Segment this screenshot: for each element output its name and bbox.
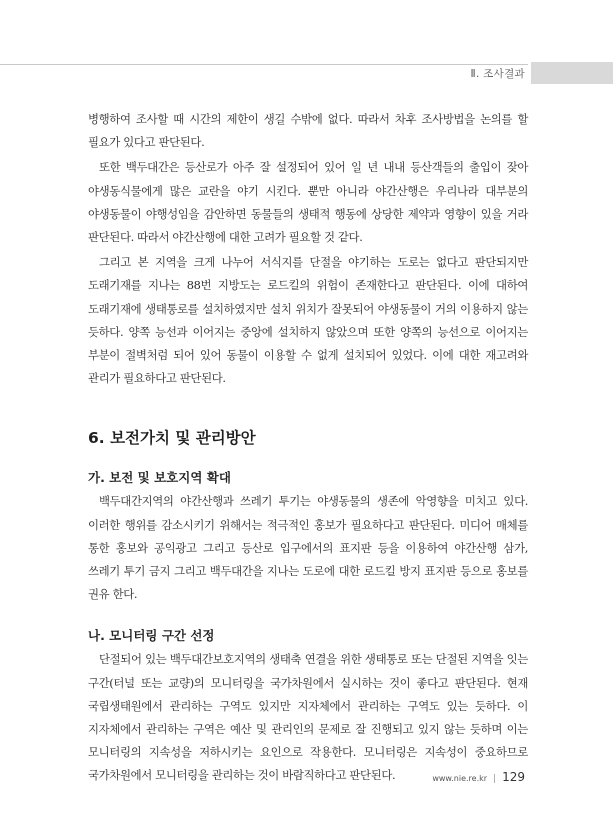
page-number: 129 bbox=[502, 770, 525, 784]
page-footer bbox=[432, 770, 525, 784]
footer-separator: | bbox=[493, 774, 497, 784]
header-rule bbox=[0, 64, 528, 65]
chapter-tab bbox=[531, 62, 613, 84]
subsection-title-1: 가. 보전 및 보호지역 확대 bbox=[88, 470, 231, 486]
paragraph-2: 또한 백두대간은 등산로가 아주 잘 설정되어 있어 일 년 내내 등산객들의 출입이 잦아 야생동식물에게 많은 교란을 야기 시킨다. 뿐만 아니라 야간산행은 우리나라 대부분의 야생동물이 야행성임을 감안하면 동물들의 생태적 행동에 상당한 제약과 영향이 있을 거라 판단된다. 따라서 야간산행에 대한 고려가 필요할 것 같다. bbox=[88, 160, 528, 245]
paragraph-4: 백두대간지역의 야간산행과 쓰레기 투기는 야생동물의 생존에 악영향을 미치고 있다. 이러한 행위를 감소시키기 위해서는 적극적인 홍보가 필요하다고 판단된다. 미디어 매체를 통한 홍보와 공익광고 그리고 등산로 입구에서의 표지판 등을 이용하여 야간산행 삼가, 쓰레기 투기 금지 그리고 백두대간을 지나는 도로에 대한 로드킬 방지 표지판 등으로 홍보를 권유 한다. bbox=[88, 494, 528, 602]
paragraph-1: 병행하여 조사할 때 시간의 제한이 생길 수밖에 없다. 따라서 차후 조사방법을 논의를 할 필요가 있다고 판단된다. bbox=[88, 112, 528, 150]
chapter-label: Ⅱ. 조사결과 bbox=[470, 68, 525, 80]
paragraph-3: 그리고 본 지역을 크게 나누어 서식지를 단절을 야기하는 도로는 없다고 판단되지만 도래기재를 지나는 88번 지방도는 로드킬의 위험이 존재한다고 판단된다. 이에 대하여 도래기재에 생태통로를 설치하였지만 설치 위치가 잘못되어 야생동물이 거의 이용하지 않는 듯하다. 양쪽 능선과 이어지는 중앙에 설치하지 않았으며 또한 양쪽의 능선으로 이어지는 부분이 절벽처럼 되어 있어 동물이 이용할 수 없게 설치되어 있었다. 이에 대한 재고려와 관리가 필요하다고 판단된다. bbox=[88, 255, 528, 386]
section-title: 6. 보전가치 및 관리방안 bbox=[88, 429, 256, 448]
paragraph-5: 단절되어 있는 백두대간보호지역의 생태축 연결을 위한 생태통로 또는 단절된 지역을 잇는 구간(터널 또는 교량)의 모니터링을 국가차원에서 실시하는 것이 좋다고 판단된다. 현재 국립생태원에서 관리하는 구역도 있지만 지자체에서 관리하는 구역도 있는 듯하다. 이 지자체에서 관리하는 구역은 예산 및 관리인의 문제로 잘 진행되고 있지 않는 듯하며 이는 모니터링의 지속성을 저하시키는 요인으로 작용한다. 모니터링은 지속성이 중요하므로 국가차원에서 모니터링을 관리하는 것이 바람직하다고 판단된다. bbox=[88, 652, 528, 783]
page-content bbox=[88, 108, 528, 788]
subsection-title-2: 나. 모니터링 구간 선정 bbox=[88, 628, 215, 644]
website-url: www.nie.re.kr bbox=[432, 774, 488, 783]
